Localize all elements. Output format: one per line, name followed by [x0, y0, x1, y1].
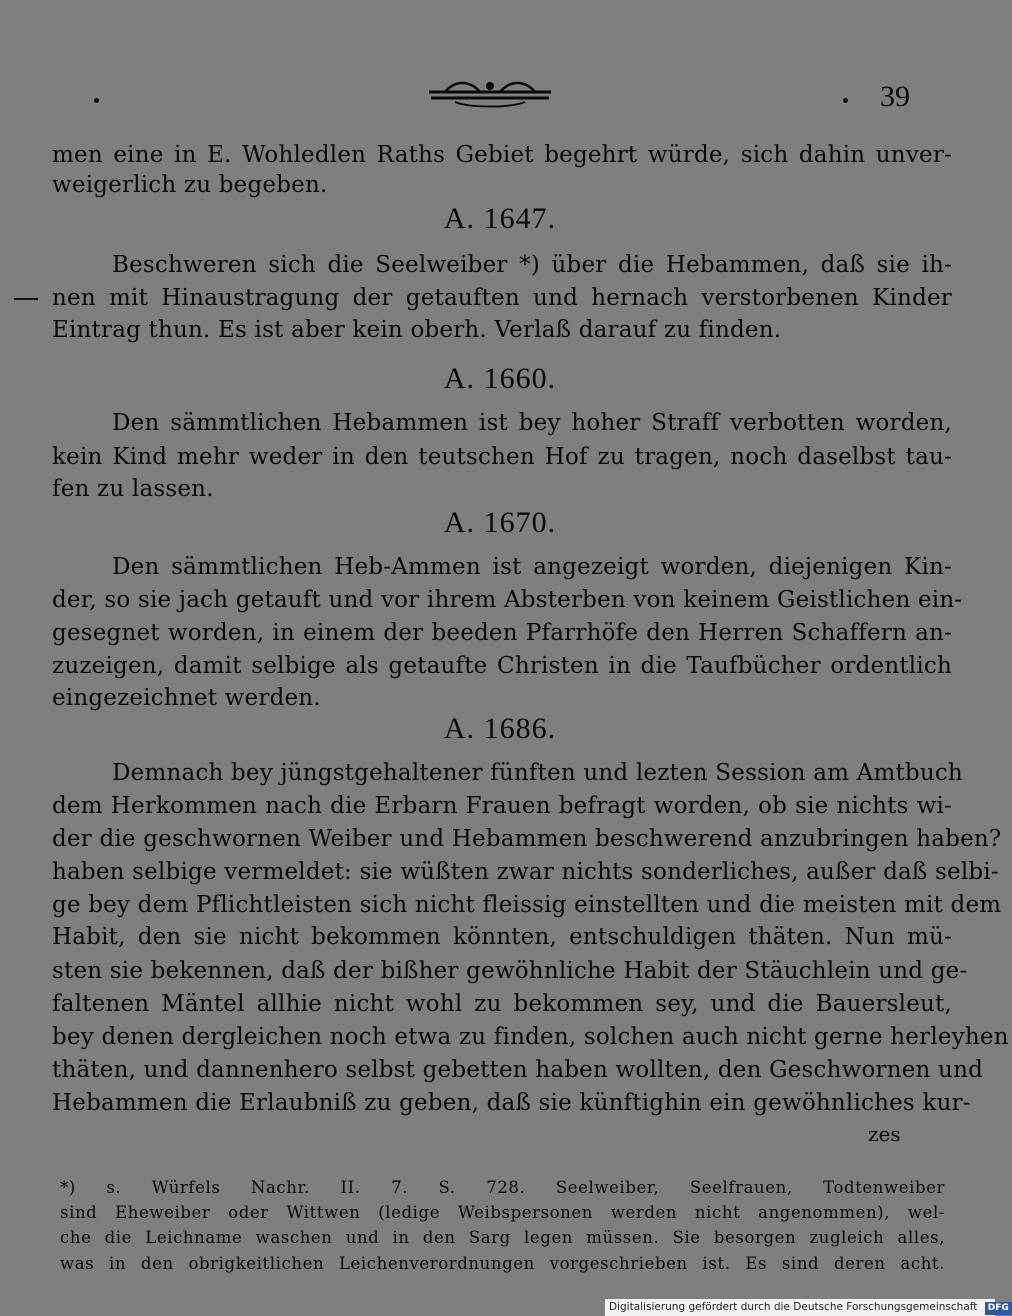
- margin-dot: [94, 98, 99, 103]
- text-line: Eintrag thun. Es ist aber kein oberh. Verlaß darauf zu finden.: [52, 317, 782, 343]
- text-line: men eine in E. Wohledlen Raths Gebiet begehrt würde, sich dahin unver-: [52, 142, 952, 168]
- text-line: Habit, den sie nicht bekommen könnten, entschuldigen thäten. Nun mü-: [52, 924, 952, 950]
- credit-text: Digitalisierung gefördert durch die Deutsche Forschungsgemeinschaft: [609, 1301, 978, 1313]
- text-line: sten sie bekennen, daß der bißher gewöhnliche Habit der Stäuchlein und ge-: [52, 958, 968, 984]
- text-line: haben selbige vermeldet: sie wüßten zwar nichts sonderliches, außer daß selbi-: [52, 859, 999, 885]
- year-heading: A. 1660.: [443, 362, 557, 395]
- text-line: weigerlich zu begeben.: [52, 172, 328, 198]
- text-line: der die geschwornen Weiber und Hebammen beschwerend anzubringen haben?: [52, 826, 1002, 852]
- footnote-line: sind Eheweiber oder Wittwen (ledige Weibspersonen werden nicht angenommen), wel-: [60, 1203, 945, 1222]
- page-number: 39: [880, 80, 910, 113]
- text-line: zuzeigen, damit selbige als getaufte Christen in die Taufbücher ordentlich: [52, 653, 952, 679]
- ornament-icon: [425, 74, 555, 108]
- catchword: zes: [868, 1122, 901, 1146]
- margin-dot: [843, 98, 848, 103]
- text-line: Hebammen die Erlaubniß zu geben, daß sie künftighin ein gewöhnliches kur-: [52, 1090, 971, 1116]
- text-line: Den sämmtlichen Heb-Ammen ist angezeigt worden, diejenigen Kin-: [112, 554, 952, 580]
- digitization-credit: [605, 1299, 1009, 1316]
- text-line: thäten, und dannenhero selbst gebetten haben wollten, den Geschwornen und: [52, 1057, 984, 1083]
- footnote-line: was in den obrigkeitlichen Leichenverordnungen vorgeschrieben ist. Es sind deren acht.: [60, 1254, 945, 1273]
- text-line: faltenen Mäntel allhie nicht wohl zu bekommen sey, und die Bauersleut,: [52, 991, 952, 1017]
- text-line: fen zu lassen.: [52, 476, 214, 502]
- text-line: bey denen dergleichen noch etwa zu finden, solchen auch nicht gerne herleyhen: [52, 1024, 1009, 1050]
- text-line: gesegnet worden, in einem der beeden Pfarrhöfe den Herren Schaffern an-: [52, 620, 952, 646]
- year-heading: A. 1670.: [443, 506, 557, 539]
- dfg-logo: DFG: [985, 1302, 1012, 1315]
- text-line: Den sämmtlichen Hebammen ist bey hoher Straff verbotten worden,: [112, 410, 952, 436]
- text-line: Demnach bey jüngstgehaltener fünften und lezten Session am Amtbuch: [112, 760, 963, 786]
- text-line: Beschweren sich die Seelweiber *) über die Hebammen, daß sie ih-: [112, 252, 952, 278]
- footnote-line: che die Leichname waschen und in den Sarg legen müssen. Sie besorgen zugleich alles,: [60, 1228, 945, 1247]
- year-heading: A. 1686.: [443, 712, 557, 745]
- text-line: kein Kind mehr weder in den teutschen Hof zu tragen, noch daselbst tau-: [52, 444, 952, 470]
- text-line: eingezeichnet werden.: [52, 685, 321, 711]
- text-line: dem Herkommen nach die Erbarn Frauen befragt worden, ob sie nichts wi-: [52, 793, 952, 819]
- margin-dash: [14, 298, 38, 300]
- text-line: nen mit Hinaustragung der getauften und hernach verstorbenen Kinder: [52, 285, 952, 311]
- text-line: der, so sie jach getauft und vor ihrem Absterben von keinem Geistlichen ein-: [52, 587, 963, 613]
- footnote-line: *) s. Würfels Nachr. II. 7. S. 728. Seelweiber, Seelfrauen, Todtenweiber: [60, 1178, 945, 1197]
- year-heading: A. 1647.: [443, 202, 557, 235]
- text-line: ge bey dem Pflichtleisten sich nicht fleissig einstellten und die meisten mit dem: [52, 892, 1002, 918]
